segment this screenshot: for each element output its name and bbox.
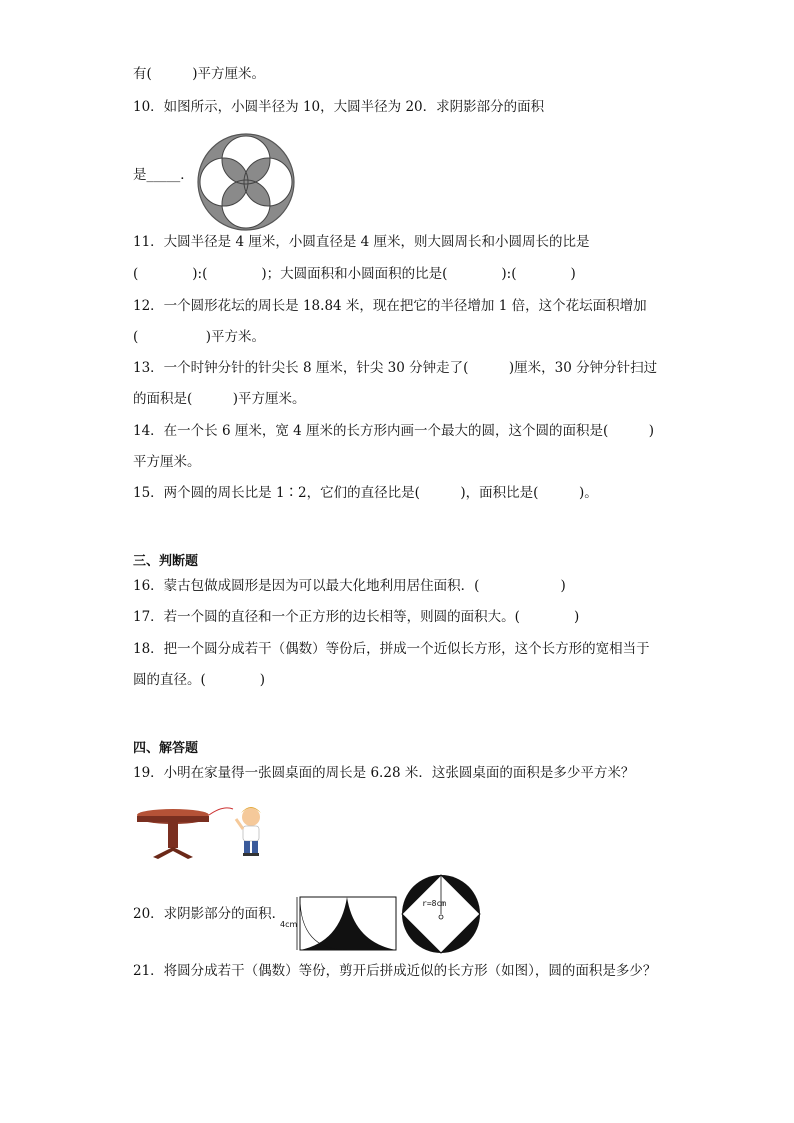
question-20: 20．求阴影部分的面积． bbox=[133, 906, 286, 922]
question-15: 15．两个圆的周长比是 1∶2，它们的直径比是( )，面积比是( )。 bbox=[133, 485, 598, 501]
question-16: 16．蒙古包做成圆形是因为可以最大化地利用居住面积．( ) bbox=[133, 578, 566, 594]
q10-circle-figure bbox=[196, 132, 296, 232]
q19-table-boy-illustration bbox=[133, 795, 273, 865]
question-19: 19．小明在家量得一张圆桌面的周长是 6.28 米．这张圆桌面的面积是多少平方米？ bbox=[133, 765, 635, 781]
circle-radius-label: r=8cm bbox=[422, 899, 447, 908]
question-14-line2: 平方厘米。 bbox=[133, 454, 201, 470]
question-10-line2: 是_____． bbox=[133, 167, 194, 183]
q20-circle-square-figure bbox=[400, 873, 482, 955]
question-11-line1: 11．大圆半径是 4 厘米，小圆直径是 4 厘米，则大圆周长和小圆周长的比是 bbox=[133, 234, 590, 250]
section-answer-heading: 四、解答题 bbox=[133, 741, 199, 756]
question-12-line2: ( )平方米。 bbox=[133, 329, 266, 345]
section-judge-heading: 三、判断题 bbox=[133, 554, 199, 569]
question-12-line1: 12．一个圆形花坛的周长是 18.84 米，现在把它的半径增加 1 倍，这个花坛面积增加 bbox=[133, 298, 647, 314]
question-11-line2: ( ):( )；大圆面积和小圆面积的比是( ):( ) bbox=[133, 266, 576, 282]
question-13-line2: 的面积是( )平方厘米。 bbox=[133, 391, 306, 407]
question-17: 17．若一个圆的直径和一个正方形的边长相等，则圆的面积大。( ) bbox=[133, 609, 580, 625]
q9-continuation: 有( )平方厘米。 bbox=[133, 66, 266, 82]
question-13-line1: 13．一个时钟分针的针尖长 8 厘米，针尖 30 分钟走了( )厘米，30 分钟分针扫过 bbox=[133, 360, 658, 376]
question-14-line1: 14．在一个长 6 厘米，宽 4 厘米的长方形内画一个最大的圆，这个圆的面积是( ) bbox=[133, 423, 655, 439]
rect-height-label: 4cm bbox=[280, 920, 298, 929]
q20-rectangle-figure bbox=[278, 894, 400, 954]
question-18-line1: 18．把一个圆分成若干（偶数）等份后，拼成一个近似长方形，这个长方形的宽相当于 bbox=[133, 641, 650, 657]
question-18-line2: 圆的直径。( ) bbox=[133, 672, 266, 688]
question-10-line1: 10．如图所示，小圆半径为 10，大圆半径为 20．求阴影部分的面积 bbox=[133, 99, 545, 115]
question-21: 21．将圆分成若干（偶数）等份，剪开后拼成近似的长方形（如图），圆的面积是多少？ bbox=[133, 963, 657, 979]
